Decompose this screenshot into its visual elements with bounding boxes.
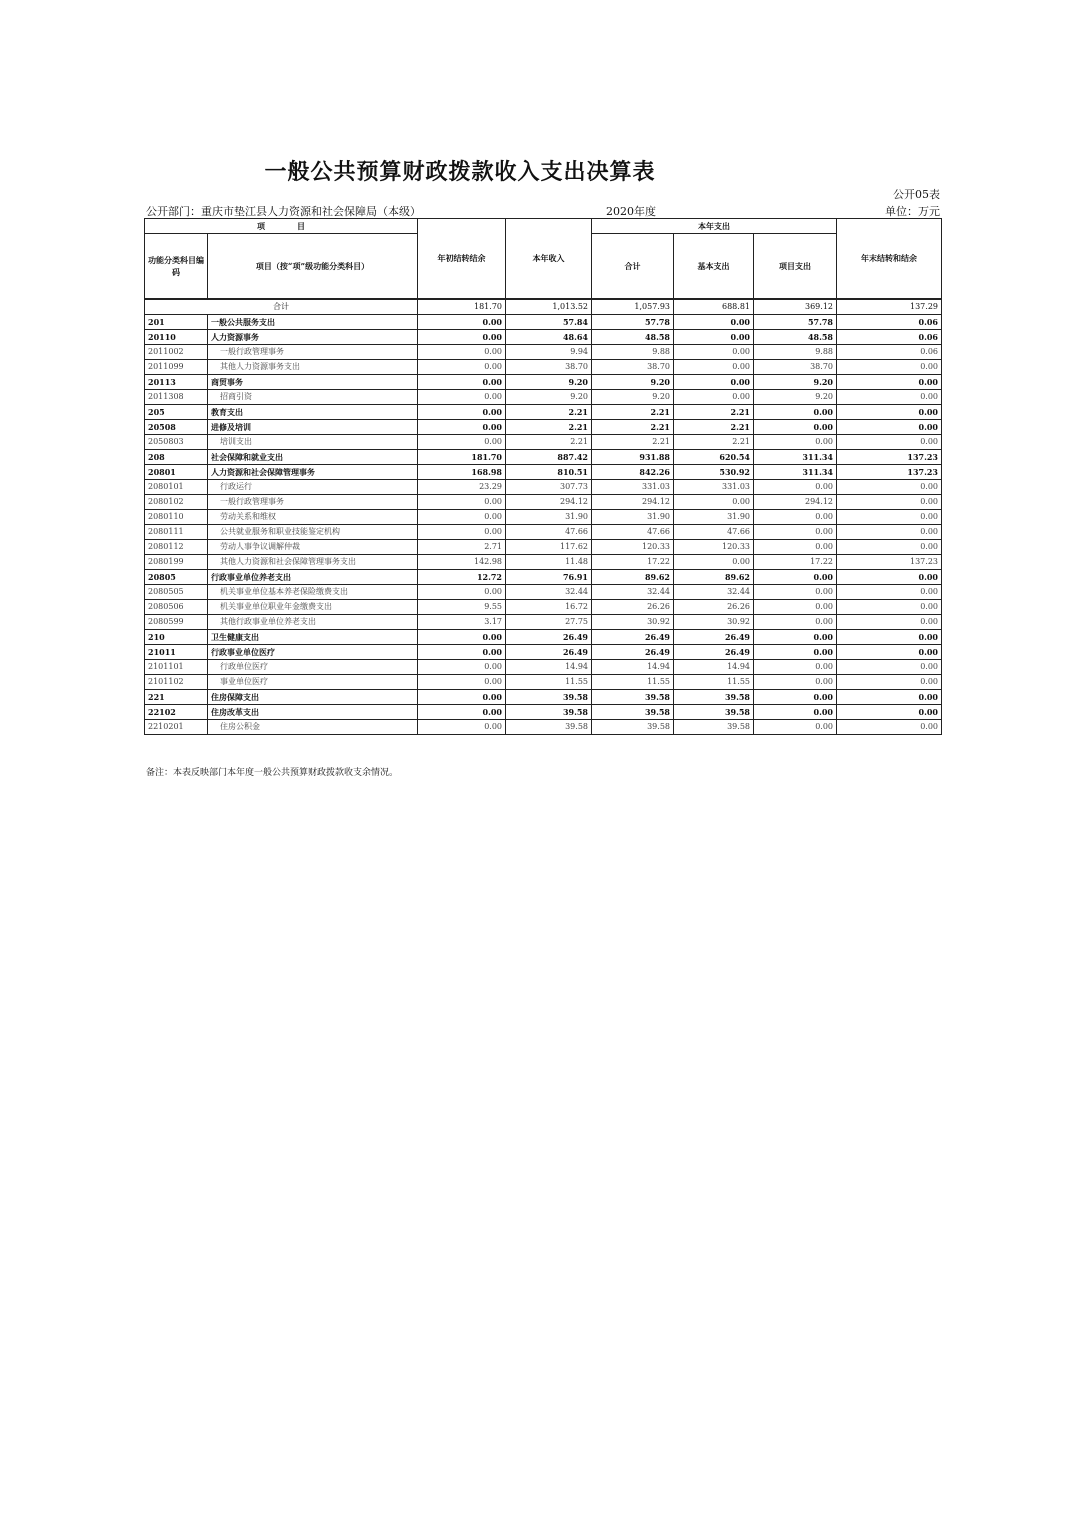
- row-expense-total: 294.12: [592, 495, 674, 510]
- table-row: [145, 585, 942, 600]
- row-end-balance: 0.00: [837, 420, 942, 435]
- row-end-balance: 0.06: [837, 330, 942, 345]
- row-begin-balance: 0.00: [418, 645, 506, 660]
- row-income: 294.12: [506, 495, 592, 510]
- table-row: [145, 375, 942, 390]
- row-project: 0.00: [754, 615, 837, 630]
- row-end-balance: 0.00: [837, 615, 942, 630]
- row-begin-balance: 0.00: [418, 315, 506, 330]
- row-code: 2080199: [145, 555, 208, 570]
- row-code: 2101102: [145, 675, 208, 690]
- header-code: 功能分类科目编码: [145, 234, 208, 300]
- row-project: 294.12: [754, 495, 837, 510]
- row-begin-balance: 0.00: [418, 495, 506, 510]
- row-income: 11.48: [506, 555, 592, 570]
- row-income: 16.72: [506, 600, 592, 615]
- header-basic: 基本支出: [674, 234, 754, 300]
- row-begin-balance: 0.00: [418, 525, 506, 540]
- table-row: [145, 615, 942, 630]
- table-row: [145, 345, 942, 360]
- row-end-balance: 137.23: [837, 465, 942, 480]
- row-project: 17.22: [754, 555, 837, 570]
- row-name: 行政单位医疗: [208, 660, 418, 675]
- row-name: 其他人力资源和社会保障管理事务支出: [208, 555, 418, 570]
- row-name: 一般公共服务支出: [208, 315, 418, 330]
- table-row: [145, 660, 942, 675]
- row-project: 0.00: [754, 630, 837, 645]
- row-end-balance: 0.00: [837, 510, 942, 525]
- row-basic: 11.55: [674, 675, 754, 690]
- row-expense-total: 17.22: [592, 555, 674, 570]
- row-end-balance: 0.00: [837, 585, 942, 600]
- unit-label: 单位：万元: [885, 205, 940, 218]
- row-income: 32.44: [506, 585, 592, 600]
- table-row: [145, 480, 942, 495]
- table-row: [145, 540, 942, 555]
- table-row: [145, 720, 942, 735]
- row-project: 57.78: [754, 315, 837, 330]
- row-basic: 0.00: [674, 315, 754, 330]
- row-expense-total: 120.33: [592, 540, 674, 555]
- row-project: 0.00: [754, 420, 837, 435]
- row-name: 劳动人事争议调解仲裁: [208, 540, 418, 555]
- row-begin-balance: 168.98: [418, 465, 506, 480]
- row-code: 2080102: [145, 495, 208, 510]
- row-basic: 331.03: [674, 480, 754, 495]
- row-end-balance: 137.23: [837, 555, 942, 570]
- table-row: [145, 330, 942, 345]
- row-expense-total: 26.26: [592, 600, 674, 615]
- table-row: [145, 450, 942, 465]
- row-basic: 14.94: [674, 660, 754, 675]
- row-income: 47.66: [506, 525, 592, 540]
- row-basic: 0.00: [674, 555, 754, 570]
- row-begin-balance: 0.00: [418, 675, 506, 690]
- row-code: 2080110: [145, 510, 208, 525]
- row-income: 810.51: [506, 465, 592, 480]
- row-income: 9.20: [506, 390, 592, 405]
- row-expense-total: 331.03: [592, 480, 674, 495]
- row-end-balance: 0.00: [837, 660, 942, 675]
- row-expense-total: 9.88: [592, 345, 674, 360]
- row-name: 一般行政管理事务: [208, 345, 418, 360]
- row-project: 0.00: [754, 600, 837, 615]
- row-expense-total: 39.58: [592, 690, 674, 705]
- row-project: 0.00: [754, 645, 837, 660]
- row-project: 0.00: [754, 525, 837, 540]
- row-basic: 120.33: [674, 540, 754, 555]
- row-code: 2080101: [145, 480, 208, 495]
- row-begin-balance: 2.71: [418, 540, 506, 555]
- row-code: 2080506: [145, 600, 208, 615]
- row-end-balance: 0.00: [837, 480, 942, 495]
- row-project: 0.00: [754, 720, 837, 735]
- row-expense-total: 26.49: [592, 630, 674, 645]
- row-end-balance: 0.00: [837, 405, 942, 420]
- table-row: [145, 675, 942, 690]
- row-end-balance: 137.23: [837, 450, 942, 465]
- table-row: [145, 525, 942, 540]
- row-basic: 0.00: [674, 495, 754, 510]
- row-begin-balance: 0.00: [418, 585, 506, 600]
- row-income: 76.91: [506, 570, 592, 585]
- table-row: [145, 570, 942, 585]
- row-income: 27.75: [506, 615, 592, 630]
- row-basic: 620.54: [674, 450, 754, 465]
- total-basic: 688.81: [674, 299, 754, 315]
- row-end-balance: 0.00: [837, 690, 942, 705]
- table-row: [145, 690, 942, 705]
- row-project: 0.00: [754, 435, 837, 450]
- row-begin-balance: 0.00: [418, 435, 506, 450]
- row-project: 311.34: [754, 465, 837, 480]
- row-name: 公共就业服务和职业技能鉴定机构: [208, 525, 418, 540]
- row-expense-total: 2.21: [592, 435, 674, 450]
- row-expense-total: 39.58: [592, 705, 674, 720]
- row-expense-total: 26.49: [592, 645, 674, 660]
- row-name: 招商引资: [208, 390, 418, 405]
- row-project: 0.00: [754, 570, 837, 585]
- row-begin-balance: 0.00: [418, 375, 506, 390]
- table-row: [145, 435, 942, 450]
- row-code: 201: [145, 315, 208, 330]
- row-income: 2.21: [506, 405, 592, 420]
- row-expense-total: 89.62: [592, 570, 674, 585]
- row-end-balance: 0.00: [837, 570, 942, 585]
- row-end-balance: 0.00: [837, 525, 942, 540]
- header-begin-balance: 年初结转结余: [418, 219, 506, 300]
- row-end-balance: 0.00: [837, 375, 942, 390]
- row-name: 卫生健康支出: [208, 630, 418, 645]
- row-name: 机关事业单位基本养老保险缴费支出: [208, 585, 418, 600]
- row-code: 20508: [145, 420, 208, 435]
- row-expense-total: 11.55: [592, 675, 674, 690]
- budget-table: [144, 218, 942, 735]
- row-begin-balance: 0.00: [418, 360, 506, 375]
- row-end-balance: 0.00: [837, 720, 942, 735]
- row-project: 0.00: [754, 675, 837, 690]
- row-code: 2080112: [145, 540, 208, 555]
- table-row: [145, 600, 942, 615]
- row-income: 57.84: [506, 315, 592, 330]
- row-project: 0.00: [754, 405, 837, 420]
- row-name: 行政运行: [208, 480, 418, 495]
- row-basic: 0.00: [674, 390, 754, 405]
- row-begin-balance: 0.00: [418, 510, 506, 525]
- row-basic: 2.21: [674, 420, 754, 435]
- header-income: 本年收入: [506, 219, 592, 300]
- row-basic: 0.00: [674, 375, 754, 390]
- row-expense-total: 14.94: [592, 660, 674, 675]
- row-basic: 39.58: [674, 690, 754, 705]
- table-row: [145, 465, 942, 480]
- table-row: [145, 390, 942, 405]
- row-expense-total: 39.58: [592, 720, 674, 735]
- row-basic: 2.21: [674, 435, 754, 450]
- row-basic: 26.26: [674, 600, 754, 615]
- table-row: [145, 645, 942, 660]
- row-begin-balance: 3.17: [418, 615, 506, 630]
- row-code: 21011: [145, 645, 208, 660]
- header-current-expense: 本年支出: [592, 219, 837, 234]
- table-note: 备注：本表反映部门本年度一般公共预算财政拨款收支余情况。: [146, 768, 399, 778]
- row-begin-balance: 0.00: [418, 405, 506, 420]
- row-code: 2210201: [145, 720, 208, 735]
- row-income: 307.73: [506, 480, 592, 495]
- row-begin-balance: 142.98: [418, 555, 506, 570]
- row-expense-total: 31.90: [592, 510, 674, 525]
- table-row: [145, 420, 942, 435]
- table-row: [145, 630, 942, 645]
- row-basic: 32.44: [674, 585, 754, 600]
- row-code: 2080111: [145, 525, 208, 540]
- form-number: 公开05表: [893, 188, 940, 201]
- row-project: 0.00: [754, 690, 837, 705]
- row-project: 9.88: [754, 345, 837, 360]
- row-project: 0.00: [754, 480, 837, 495]
- row-basic: 0.00: [674, 330, 754, 345]
- header-end-balance: 年末结转和结余: [837, 219, 942, 300]
- total-row: [145, 299, 942, 315]
- row-income: 31.90: [506, 510, 592, 525]
- department-label: 公开部门：重庆市垫江县人力资源和社会保障局（本级）: [146, 205, 421, 218]
- row-name: 行政事业单位医疗: [208, 645, 418, 660]
- row-code: 20110: [145, 330, 208, 345]
- table-row: [145, 705, 942, 720]
- row-project: 38.70: [754, 360, 837, 375]
- row-expense-total: 48.58: [592, 330, 674, 345]
- total-income: 1,013.52: [506, 299, 592, 315]
- row-income: 14.94: [506, 660, 592, 675]
- row-code: 210: [145, 630, 208, 645]
- header-name: 项目（按“项”级功能分类科目）: [208, 234, 418, 300]
- row-expense-total: 30.92: [592, 615, 674, 630]
- row-expense-total: 47.66: [592, 525, 674, 540]
- row-code: 20113: [145, 375, 208, 390]
- table-row: [145, 510, 942, 525]
- row-begin-balance: 181.70: [418, 450, 506, 465]
- row-project: 0.00: [754, 705, 837, 720]
- table-row: [145, 405, 942, 420]
- row-basic: 47.66: [674, 525, 754, 540]
- row-income: 2.21: [506, 420, 592, 435]
- row-basic: 26.49: [674, 645, 754, 660]
- row-income: 39.58: [506, 690, 592, 705]
- row-end-balance: 0.00: [837, 600, 942, 615]
- row-income: 39.58: [506, 720, 592, 735]
- table-row: [145, 495, 942, 510]
- row-expense-total: 57.78: [592, 315, 674, 330]
- row-expense-total: 2.21: [592, 405, 674, 420]
- total-label: 合计: [145, 299, 418, 315]
- row-code: 2080599: [145, 615, 208, 630]
- row-project: 0.00: [754, 585, 837, 600]
- row-end-balance: 0.00: [837, 630, 942, 645]
- row-begin-balance: 0.00: [418, 330, 506, 345]
- row-expense-total: 38.70: [592, 360, 674, 375]
- row-income: 11.55: [506, 675, 592, 690]
- row-end-balance: 0.00: [837, 390, 942, 405]
- row-income: 9.20: [506, 375, 592, 390]
- row-code: 20805: [145, 570, 208, 585]
- row-name: 教育支出: [208, 405, 418, 420]
- row-begin-balance: 0.00: [418, 720, 506, 735]
- row-project: 0.00: [754, 540, 837, 555]
- row-code: 20801: [145, 465, 208, 480]
- row-name: 机关事业单位职业年金缴费支出: [208, 600, 418, 615]
- row-name: 住房改革支出: [208, 705, 418, 720]
- row-income: 887.42: [506, 450, 592, 465]
- row-begin-balance: 0.00: [418, 630, 506, 645]
- row-begin-balance: 23.29: [418, 480, 506, 495]
- total-project: 369.12: [754, 299, 837, 315]
- row-begin-balance: 12.72: [418, 570, 506, 585]
- row-name: 其他行政事业单位养老支出: [208, 615, 418, 630]
- row-project: 0.00: [754, 660, 837, 675]
- row-expense-total: 2.21: [592, 420, 674, 435]
- row-basic: 30.92: [674, 615, 754, 630]
- row-expense-total: 931.88: [592, 450, 674, 465]
- fiscal-year: 2020年度: [606, 205, 656, 218]
- row-income: 26.49: [506, 630, 592, 645]
- row-project: 48.58: [754, 330, 837, 345]
- row-name: 培训支出: [208, 435, 418, 450]
- row-name: 人力资源和社会保障管理事务: [208, 465, 418, 480]
- header-total: 合计: [592, 234, 674, 300]
- row-end-balance: 0.00: [837, 360, 942, 375]
- row-name: 住房公积金: [208, 720, 418, 735]
- row-code: 2101101: [145, 660, 208, 675]
- row-name: 行政事业单位养老支出: [208, 570, 418, 585]
- row-code: 2011308: [145, 390, 208, 405]
- row-code: 2011099: [145, 360, 208, 375]
- row-begin-balance: 0.00: [418, 345, 506, 360]
- total-expense: 1,057.93: [592, 299, 674, 315]
- row-income: 38.70: [506, 360, 592, 375]
- row-begin-balance: 0.00: [418, 690, 506, 705]
- header-project-expense: 项目支出: [754, 234, 837, 300]
- row-basic: 530.92: [674, 465, 754, 480]
- row-basic: 2.21: [674, 405, 754, 420]
- row-name: 进修及培训: [208, 420, 418, 435]
- row-name: 事业单位医疗: [208, 675, 418, 690]
- row-name: 社会保障和就业支出: [208, 450, 418, 465]
- page-title: 一般公共预算财政拨款收入支出决算表: [264, 160, 656, 185]
- row-begin-balance: 0.00: [418, 390, 506, 405]
- row-begin-balance: 0.00: [418, 660, 506, 675]
- row-begin-balance: 9.55: [418, 600, 506, 615]
- row-end-balance: 0.00: [837, 645, 942, 660]
- row-code: 221: [145, 690, 208, 705]
- row-end-balance: 0.00: [837, 540, 942, 555]
- table-row: [145, 555, 942, 570]
- row-basic: 39.58: [674, 705, 754, 720]
- table-row: [145, 360, 942, 375]
- row-project: 9.20: [754, 375, 837, 390]
- row-project: 9.20: [754, 390, 837, 405]
- row-end-balance: 0.06: [837, 315, 942, 330]
- row-begin-balance: 0.00: [418, 420, 506, 435]
- row-income: 9.94: [506, 345, 592, 360]
- table-row: [145, 315, 942, 330]
- row-name: 劳动关系和维权: [208, 510, 418, 525]
- row-end-balance: 0.06: [837, 345, 942, 360]
- total-end-balance: 137.29: [837, 299, 942, 315]
- row-basic: 26.49: [674, 630, 754, 645]
- row-income: 2.21: [506, 435, 592, 450]
- row-project: 0.00: [754, 510, 837, 525]
- row-name: 一般行政管理事务: [208, 495, 418, 510]
- row-income: 39.58: [506, 705, 592, 720]
- row-code: 2011002: [145, 345, 208, 360]
- row-project: 311.34: [754, 450, 837, 465]
- row-basic: 0.00: [674, 360, 754, 375]
- row-expense-total: 842.26: [592, 465, 674, 480]
- row-code: 205: [145, 405, 208, 420]
- row-end-balance: 0.00: [837, 705, 942, 720]
- row-name: 其他人力资源事务支出: [208, 360, 418, 375]
- header-project: 项 目: [145, 219, 418, 234]
- row-expense-total: 32.44: [592, 585, 674, 600]
- row-begin-balance: 0.00: [418, 705, 506, 720]
- row-name: 住房保障支出: [208, 690, 418, 705]
- row-basic: 0.00: [674, 345, 754, 360]
- row-basic: 89.62: [674, 570, 754, 585]
- row-end-balance: 0.00: [837, 675, 942, 690]
- row-name: 商贸事务: [208, 375, 418, 390]
- row-code: 22102: [145, 705, 208, 720]
- row-basic: 31.90: [674, 510, 754, 525]
- row-basic: 39.58: [674, 720, 754, 735]
- row-code: 2050803: [145, 435, 208, 450]
- total-begin-balance: 181.70: [418, 299, 506, 315]
- row-expense-total: 9.20: [592, 390, 674, 405]
- row-income: 48.64: [506, 330, 592, 345]
- row-income: 117.62: [506, 540, 592, 555]
- row-end-balance: 0.00: [837, 435, 942, 450]
- row-name: 人力资源事务: [208, 330, 418, 345]
- row-expense-total: 9.20: [592, 375, 674, 390]
- row-end-balance: 0.00: [837, 495, 942, 510]
- row-income: 26.49: [506, 645, 592, 660]
- row-code: 2080505: [145, 585, 208, 600]
- row-code: 208: [145, 450, 208, 465]
